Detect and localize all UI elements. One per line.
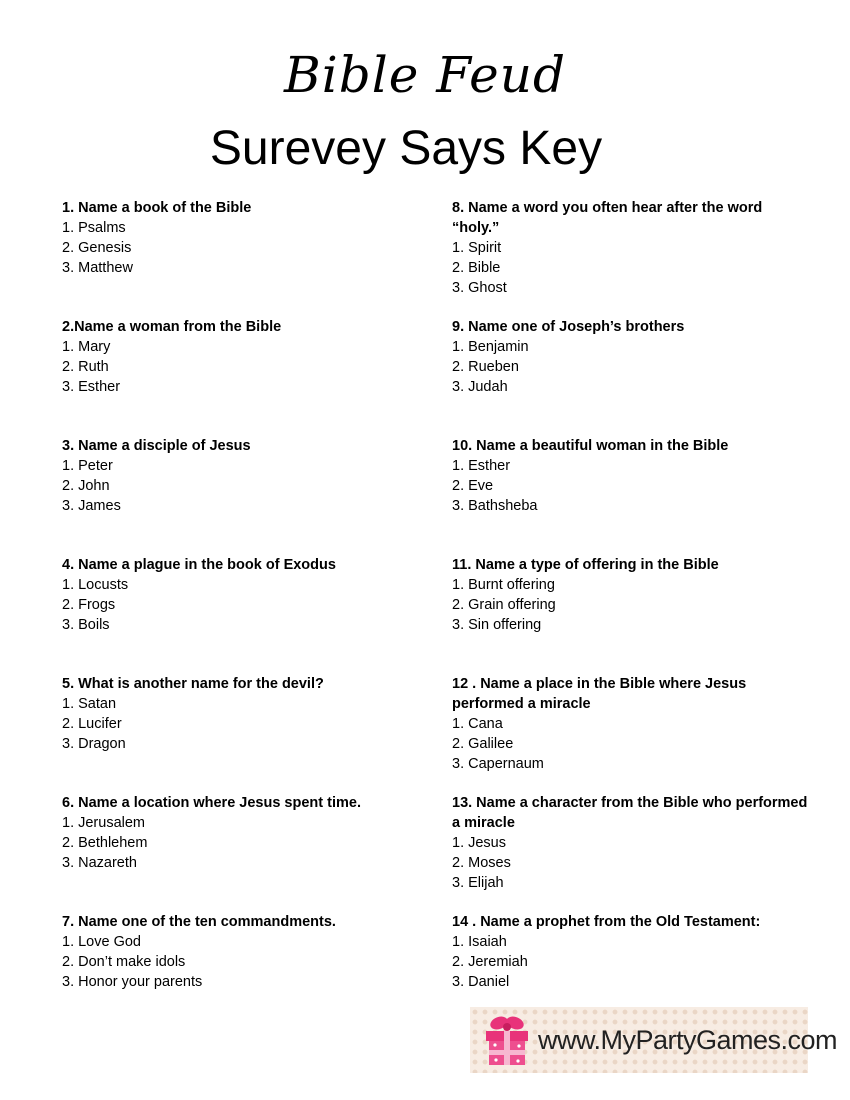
answer-item: 1. Burnt offering <box>452 577 555 593</box>
answer-item: 1. Jesus <box>452 835 506 851</box>
answer-item: 2. Lucifer <box>62 716 122 732</box>
answer-item: 2. Rueben <box>452 359 519 375</box>
answer-item: 3. Bathsheba <box>452 498 538 514</box>
question-block <box>62 317 422 397</box>
answer-list <box>62 575 422 635</box>
question-text: 7. Name one of the ten commandments. <box>62 914 336 930</box>
answer-list <box>452 575 812 635</box>
answer-list <box>452 932 812 992</box>
answer-item: 2. John <box>62 478 110 494</box>
question-text: 6. Name a location where Jesus spent time. <box>62 795 361 811</box>
question-text: 9. Name one of Joseph’s brothers <box>452 319 685 335</box>
answer-item: 3. Ghost <box>452 280 507 296</box>
question-block <box>452 436 812 516</box>
answer-list <box>62 694 422 754</box>
answer-list <box>452 238 812 298</box>
answer-item: 2. Moses <box>452 855 511 871</box>
question-text: 1. Name a book of the Bible <box>62 200 252 216</box>
question-text: 10. Name a beautiful woman in the Bible <box>452 438 729 454</box>
answer-item: 3. Nazareth <box>62 855 137 871</box>
answer-item: 1. Esther <box>452 458 511 474</box>
answer-list <box>62 337 422 397</box>
website-url[interactable]: www.MyPartyGames.com <box>538 1025 838 1055</box>
question-text: 4. Name a plague in the book of Exodus <box>62 557 336 573</box>
page-title: Bible Feud <box>284 46 566 104</box>
answer-item: 3. Boils <box>62 617 110 633</box>
answer-item: 3. Sin offering <box>452 617 542 633</box>
answer-item: 1. Mary <box>62 339 111 355</box>
answer-item: 1. Spirit <box>452 240 502 256</box>
site-logo <box>470 1007 838 1073</box>
answer-list <box>452 714 812 774</box>
answer-item: 1. Love God <box>62 934 141 950</box>
answer-item: 2. Grain offering <box>452 597 556 613</box>
answer-list <box>62 218 422 278</box>
question-block <box>452 317 812 397</box>
gift-box-icon <box>484 1013 530 1067</box>
answer-item: 1. Satan <box>62 696 117 712</box>
answer-item: 3. Matthew <box>62 260 133 276</box>
question-block <box>452 912 812 992</box>
answer-list <box>62 932 422 992</box>
question-text: 13. Name a character from the Bible who performed a miracle <box>452 795 808 831</box>
answer-list <box>62 456 422 516</box>
question-block <box>62 198 422 278</box>
answer-list <box>452 833 812 893</box>
answer-item: 2. Galilee <box>452 736 514 752</box>
answer-item: 3. Daniel <box>452 974 510 990</box>
answer-list <box>452 456 812 516</box>
answer-item: 2. Frogs <box>62 597 116 613</box>
question-text: 14 . Name a prophet from the Old Testament: <box>452 914 761 930</box>
question-block <box>452 555 812 635</box>
question-block <box>452 198 812 298</box>
answer-item: 1. Cana <box>452 716 503 732</box>
question-block <box>62 674 422 754</box>
answer-item: 1. Locusts <box>62 577 129 593</box>
page-subtitle: Surevey Says Key <box>209 122 603 175</box>
question-text: 8. Name a word you often hear after the word “holy.” <box>452 200 763 236</box>
answer-list <box>62 813 422 873</box>
question-block <box>62 436 422 516</box>
answer-item: 3. Elijah <box>452 875 504 891</box>
answer-item: 2. Eve <box>452 478 494 494</box>
answer-item: 1. Benjamin <box>452 339 529 355</box>
answer-item: 2. Genesis <box>62 240 132 256</box>
question-text: 5. What is another name for the devil? <box>62 676 324 692</box>
answer-item: 3. Dragon <box>62 736 126 752</box>
answer-item: 3. Capernaum <box>452 756 544 772</box>
question-text: 11. Name a type of offering in the Bible <box>452 557 719 573</box>
question-block <box>62 912 422 992</box>
answer-item: 3. James <box>62 498 121 514</box>
answer-item: 1. Jerusalem <box>62 815 146 831</box>
question-text: 2.Name a woman from the Bible <box>62 319 282 335</box>
question-block <box>62 555 422 635</box>
answer-list <box>452 337 812 397</box>
answer-item: 3. Honor your parents <box>62 974 203 990</box>
answer-item: 2. Bible <box>452 260 501 276</box>
question-text: 12 . Name a place in the Bible where Jesus performed a miracle <box>452 676 747 712</box>
answer-item: 2. Ruth <box>62 359 109 375</box>
answer-item: 2. Bethlehem <box>62 835 148 851</box>
answer-item: 1. Isaiah <box>452 934 507 950</box>
question-block <box>452 793 812 893</box>
answer-item: 1. Peter <box>62 458 113 474</box>
answer-item: 3. Esther <box>62 379 121 395</box>
answer-item: 1. Psalms <box>62 220 126 236</box>
question-block <box>62 793 422 873</box>
question-block <box>452 674 812 774</box>
answer-item: 2. Jeremiah <box>452 954 528 970</box>
question-text: 3. Name a disciple of Jesus <box>62 438 251 454</box>
answer-item: 2. Don’t make idols <box>62 954 186 970</box>
answer-item: 3. Judah <box>452 379 508 395</box>
